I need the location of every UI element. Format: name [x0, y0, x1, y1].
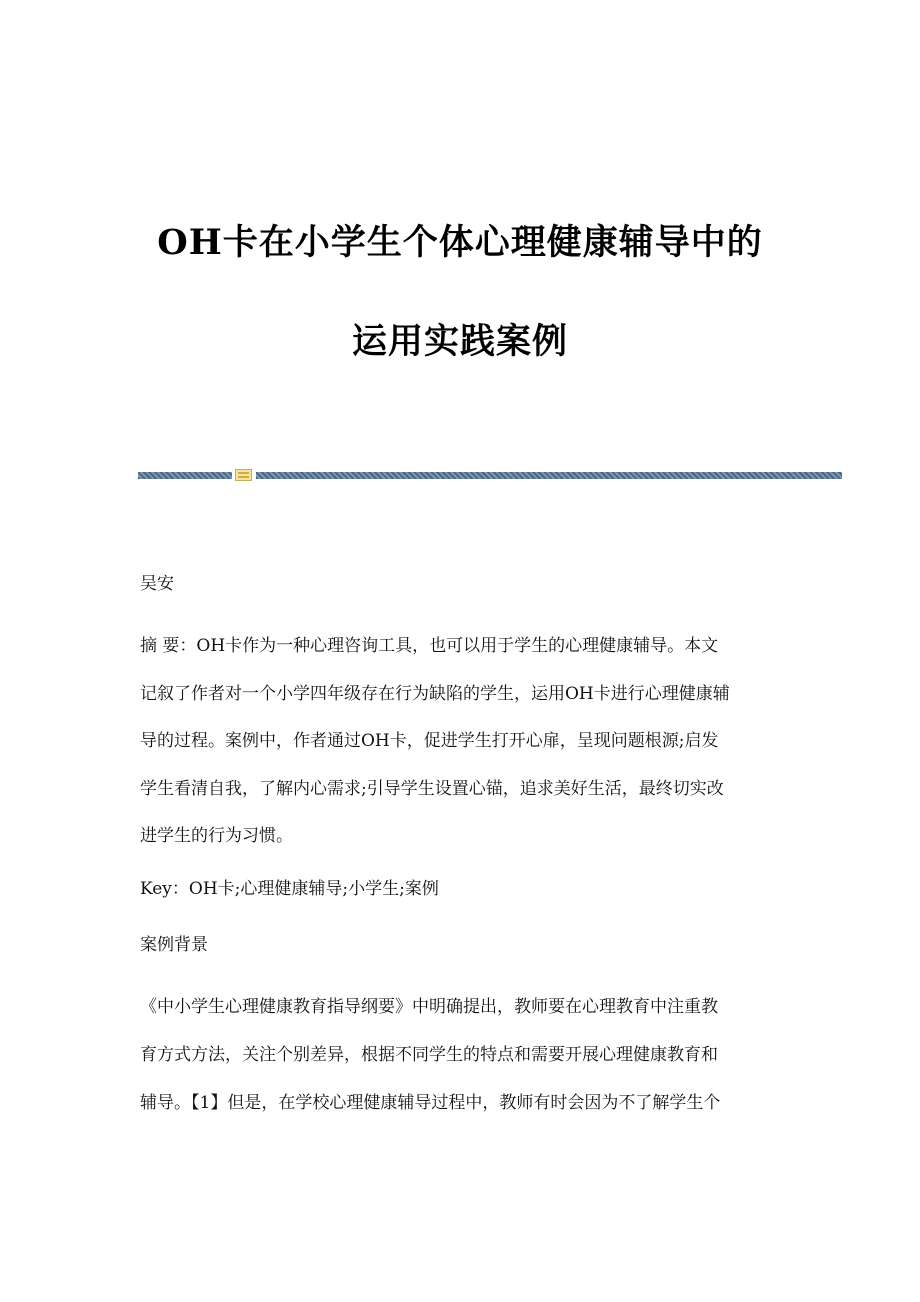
abstract-line: 进学生的行为习惯。 — [140, 826, 293, 846]
abstract — [140, 623, 780, 861]
abstract-line: 学生看清自我，了解内心需求;引导学生设置心锚，追求美好生活，最终切实改 — [140, 778, 724, 799]
abstract-line: 导的过程。案例中，作者通过OH卡，促进学生打开心扉，呈现问题根源;启发 — [140, 731, 719, 751]
author-name: 吴安 — [140, 574, 174, 594]
keywords: Key：OH卡;心理健康辅导;小学生;案例 — [140, 879, 439, 899]
body-paragraph — [140, 983, 780, 1127]
paragraph-line: 辅导。【1】但是，在学校心理健康辅导过程中，教师有时会因为不了解学生个 — [140, 1093, 721, 1113]
divider-bar-left — [138, 472, 232, 479]
paragraph-line: 《中小学生心理健康教育指导纲要》中明确提出，教师要在心理教育中注重教 — [140, 997, 718, 1017]
divider-ornament-icon — [235, 469, 252, 481]
section-heading: 案例背景 — [140, 935, 208, 955]
decorative-divider — [138, 468, 842, 482]
paragraph-line: 育方式方法，关注个别差异，根据不同学生的特点和需要开展心理健康教育和 — [140, 1045, 718, 1065]
abstract-line: 摘 要：OH卡作为一种心理咨询工具，也可以用于学生的心理健康辅导。本文 — [140, 636, 719, 656]
title-line-1: OH卡在小学生个体心理健康辅导中的 — [157, 222, 763, 263]
abstract-line: 记叙了作者对一个小学四年级存在行为缺陷的学生，运用OH卡进行心理健康辅 — [140, 683, 730, 704]
title-line-2: 运用实践案例 — [351, 321, 568, 362]
divider-bar-right — [256, 472, 842, 479]
